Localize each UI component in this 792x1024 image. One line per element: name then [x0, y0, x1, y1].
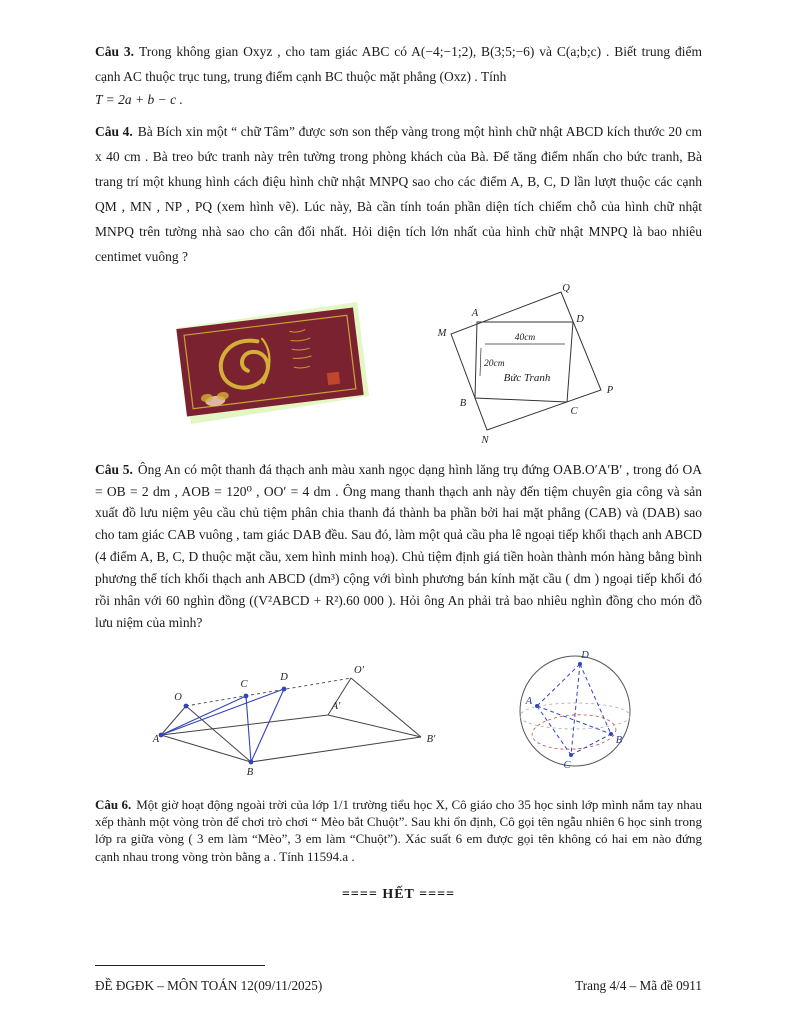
prism-label-o: O — [173, 691, 182, 703]
sphere-label-d: D — [580, 649, 589, 661]
point-label-p: P — [606, 384, 613, 396]
question-5-label: Câu 5. — [95, 461, 133, 477]
point-label-q: Q — [561, 282, 570, 294]
end-marker: ==== HẾT ==== — [341, 887, 456, 903]
point-label-b: B — [459, 397, 466, 409]
footer-page-info: Trang 4/4 – Mã đề 0911 — [575, 978, 702, 993]
question-4-text: Bà Bích xin một “ chữ Tâm” được sơn son thếp vàng trong một hình chữ nhật ABCD kích thước 20 cm x 40 cm . Bà treo bức tranh này trên tường trong phòng khách của Bà. Để tăng điểm nhấn cho bức tranh, Bà trang trí một khung hình cách điệu hình chữ nhật MNPQ sao cho các điểm A, B, C, D lần lượt thuộc các cạnh QM , MN , NP , PQ (xem hình vẽ). Lúc này, Bà cần tính toán phần diện tích chiếm chỗ của hình chữ nhật MNPQ trên tường nhà sao cho cân đối nhất. Hỏi diện tích lớn nhất của hình chữ nhật MNPQ là bao nhiêu centimet vuông ? — [95, 123, 702, 264]
prism-label-o2: O′ — [353, 664, 364, 676]
tam-artwork-photo — [165, 298, 375, 430]
question-4-label: Câu 4. — [95, 123, 133, 139]
sphere-outline — [520, 656, 630, 766]
question-3-label: Câu 3. — [95, 44, 135, 59]
footer-rule — [95, 965, 265, 966]
footer-exam-info: ĐỀ ĐGĐK – MÔN TOÁN 12(09/11/2025) — [95, 978, 323, 993]
prism-label-d: D — [279, 671, 288, 683]
prism-label-b: B — [246, 766, 253, 778]
page-footer — [95, 978, 702, 994]
question-4-figures — [95, 282, 702, 447]
sphere-tetra-edges — [537, 664, 611, 755]
frame-diagram — [433, 282, 633, 447]
point-label-d: D — [575, 313, 584, 325]
height-dim-label: 20cm — [483, 358, 505, 369]
sphere-label-c: C — [562, 759, 571, 771]
prism-diagram — [151, 648, 461, 780]
prism-label-b2: B′ — [426, 733, 435, 745]
question-6-text: Một giờ hoạt động ngoài trời của lớp 1/1 trường tiểu học X, Cô giáo cho 35 học sinh lớp mình nắm tay nhau xếp thành một vòng tròn để chơi trò chơi “ Mèo bắt Chuột”. Sau khi ổn định, Cô gọi tên ngẫu nhiên 6 học sinh trong lớp ra giữa vòng ( 3 em làm “Mèo”, 3 em làm “Chuột”). Xác suất 6 em được gọi tên không có hai em nào đứng cạnh nhau trong vòng tròn bằng a . Tính 11594.a . — [95, 796, 702, 864]
question-5 — [95, 459, 702, 784]
height-dim-line — [480, 348, 481, 376]
point-label-a: A — [471, 307, 478, 319]
prism-label-a: A — [152, 733, 159, 745]
picture-caption: Bức Tranh — [503, 371, 550, 384]
question-5-text: Ông An có một thanh đá thạch anh màu xanh ngọc dạng hình lăng trụ đứng OAB.O′A′B′ , trong đó OA = OB = 2 dm , AOB = 120⁰ , OO′ = 4 dm . Ông mang thanh thạch anh này đến tiệm chuyên gia công và sản xuất đồ lưu niệm yêu cầu chủ tiệm phân chia thanh đá thành ba phần bởi hai mặt phẳng (CAB) và (DAB) sao cho tam giác CAB vuông , tam giác DAB đều. Sau đó, làm một quả cầu pha lê ngoại tiếp khối thạch anh ABCD (4 điểm A, B, C, D thuộc mặt cầu, xem hình minh hoạ). Chủ tiệm định giá tiền hoàn thành món hàng bằng bình phương thể tích khối thạch anh ABCD (dm³) cộng với bình phương bán kính mặt cầu ( dm ) ngoại tiếp khối đó rồi nhân với 60 nghìn đồng ((V²ABCD + R²).60 000 ). Hỏi ông An phải trả bao nhiêu nghìn đồng cho món đồ lưu niệm của mình? — [95, 461, 702, 630]
artwork-seal — [326, 372, 339, 385]
question-5-figures — [95, 644, 702, 784]
question-6 — [95, 796, 702, 866]
sphere-diagram — [507, 644, 647, 784]
question-6-label: Câu 6. — [95, 796, 132, 812]
width-dim-label: 40cm — [514, 332, 535, 343]
point-label-n: N — [480, 434, 489, 446]
sphere-label-a: A — [525, 695, 532, 707]
question-3 — [95, 40, 702, 108]
sphere-label-b: B — [615, 734, 622, 746]
question-3-text: Trong không gian Oxyz , cho tam giác ABC có A(−4;−1;2), B(3;5;−6) và C(a;b;c) . Biết trung điểm cạnh AC thuộc trục tung, trung điểm cạnh BC thuộc mặt phẳng (Oxz) . Tính — [95, 44, 702, 84]
question-3-formula: T = 2a + b − c . — [95, 91, 183, 107]
question-4 — [95, 120, 702, 447]
prism-axis-oo — [186, 678, 351, 706]
point-label-c: C — [569, 405, 578, 417]
point-label-m: M — [437, 327, 446, 339]
prism-label-a2: A′ — [331, 700, 340, 712]
prism-label-c: C — [239, 678, 248, 690]
